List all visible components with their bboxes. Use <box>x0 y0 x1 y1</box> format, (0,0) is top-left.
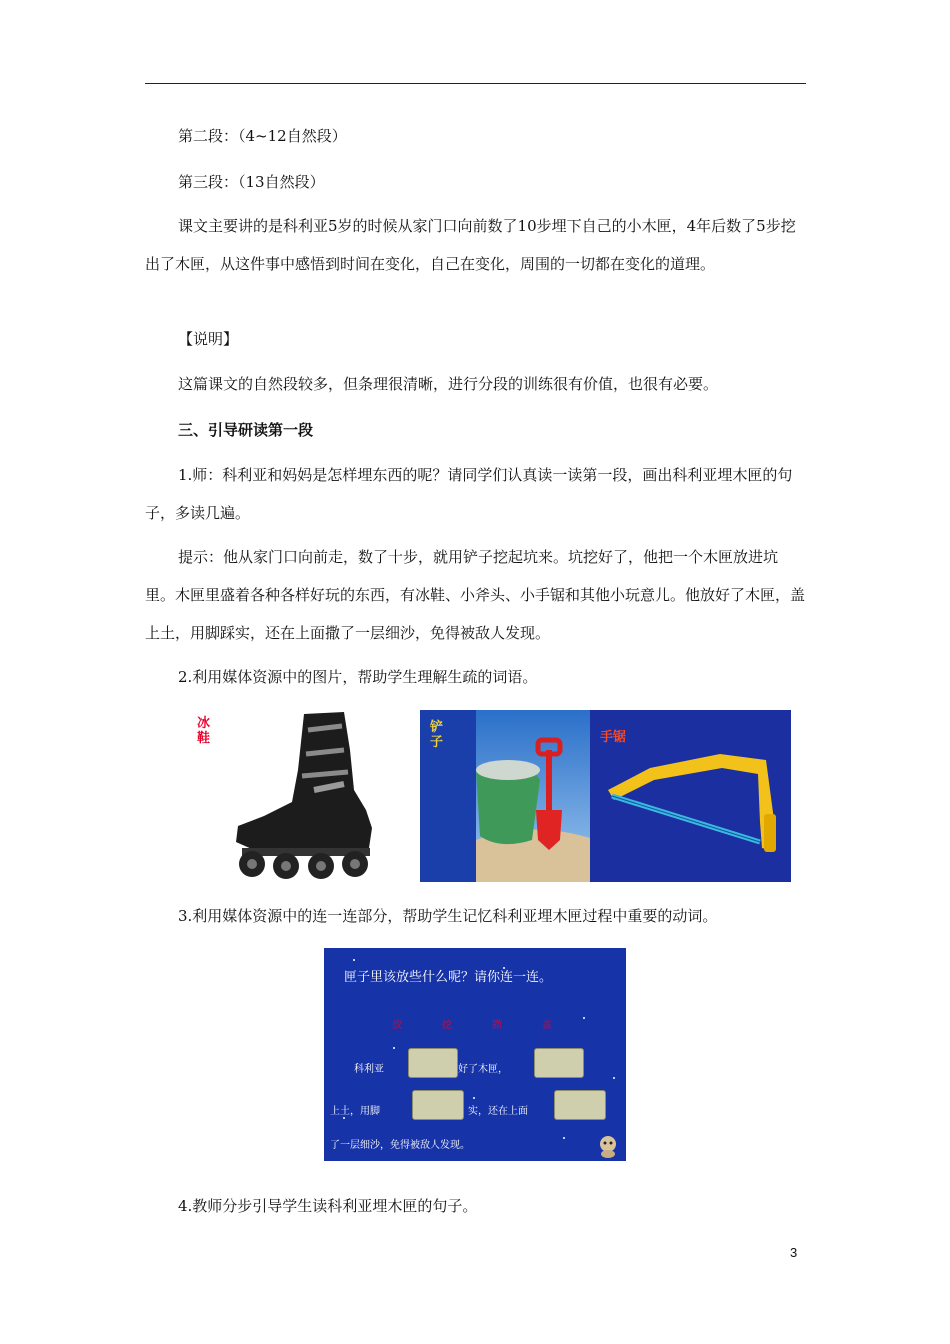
quiz-line-1b: 好了木匣， <box>458 1064 508 1075</box>
paragraph-summary: 课文主要讲的是科利亚5岁的时候从家门口向前数了10步埋下自己的小木匣，4年后数了5步挖出了木匣，从这件事中感悟到时间在变化，自己在变化，周围的一切都在变化的道理。 <box>145 217 796 273</box>
quiz-verb[interactable]: 盖 <box>542 1020 552 1031</box>
shovel-image <box>420 710 590 882</box>
paragraph-step-4: 4.教师分步引导学生读科利亚埋木匣的句子。 <box>178 1197 478 1215</box>
quiz-verb[interactable]: 放 <box>392 1020 402 1031</box>
quiz-verbs <box>392 1016 552 1031</box>
dog-icon <box>596 1134 620 1158</box>
paragraph-hint: 提示：他从家门口向前走，数了十步，就用铲子挖起坑来。坑挖好了，他把一个木匣放进坑里。木匣里盛着各种各样好玩的东西，有冰鞋、小斧头、小手锯和其他小玩意儿。他放好了木匣，盖上土，用脚踩实，还在上面撒了一层细沙，免得被敌人发现。 <box>145 548 806 642</box>
quiz-verb[interactable]: 挖 <box>442 1020 452 1031</box>
shovel-caption: 铲子 <box>430 720 444 750</box>
section-heading: 三、引导研读第一段 <box>178 421 314 439</box>
quiz-line-2b: 实，还在上面 <box>468 1106 528 1117</box>
box-icon[interactable] <box>412 1090 464 1120</box>
box-icon[interactable] <box>408 1048 458 1078</box>
paragraph-section-3: 第三段：（13自然段） <box>178 173 325 191</box>
quiz-line-1a: 科利亚 <box>354 1064 384 1075</box>
skate-image <box>194 710 420 882</box>
paragraph-note-heading: 【说明】 <box>178 330 239 348</box>
box-icon[interactable] <box>554 1090 606 1120</box>
skate-icon <box>194 710 420 882</box>
quiz-prompt: 匣子里该放些什么呢？请你连一连。 <box>344 970 553 985</box>
paragraph-section-2: 第二段：（4~12自然段） <box>178 127 347 145</box>
quiz-line-3: 了一层细沙，免得被敌人发现。 <box>330 1140 470 1151</box>
saw-caption: 手锯 <box>600 730 627 745</box>
paragraph-step-1: 1.师：科利亚和妈妈是怎样埋东西的呢？请同学们认真读一读第一段，画出科利亚埋木匣的句子，多读几遍。 <box>145 466 793 522</box>
matching-quiz-image <box>324 948 626 1161</box>
box-icon[interactable] <box>534 1048 584 1078</box>
paragraph-step-2: 2.利用媒体资源中的图片，帮助学生理解生疏的词语。 <box>178 668 538 686</box>
skate-caption: 冰鞋 <box>197 716 211 746</box>
page-number: 3 <box>790 1245 798 1260</box>
quiz-verb[interactable]: 撒 <box>492 1020 502 1031</box>
header-rule <box>145 83 806 84</box>
paragraph-note: 这篇课文的自然段较多，但条理很清晰，进行分段的训练很有价值，也很有必要。 <box>178 375 719 393</box>
saw-image <box>590 710 791 882</box>
paragraph-step-3: 3.利用媒体资源中的连一连部分，帮助学生记忆科利亚埋木匣过程中重要的动词。 <box>178 907 718 925</box>
quiz-line-2a: 上土，用脚 <box>330 1106 380 1117</box>
